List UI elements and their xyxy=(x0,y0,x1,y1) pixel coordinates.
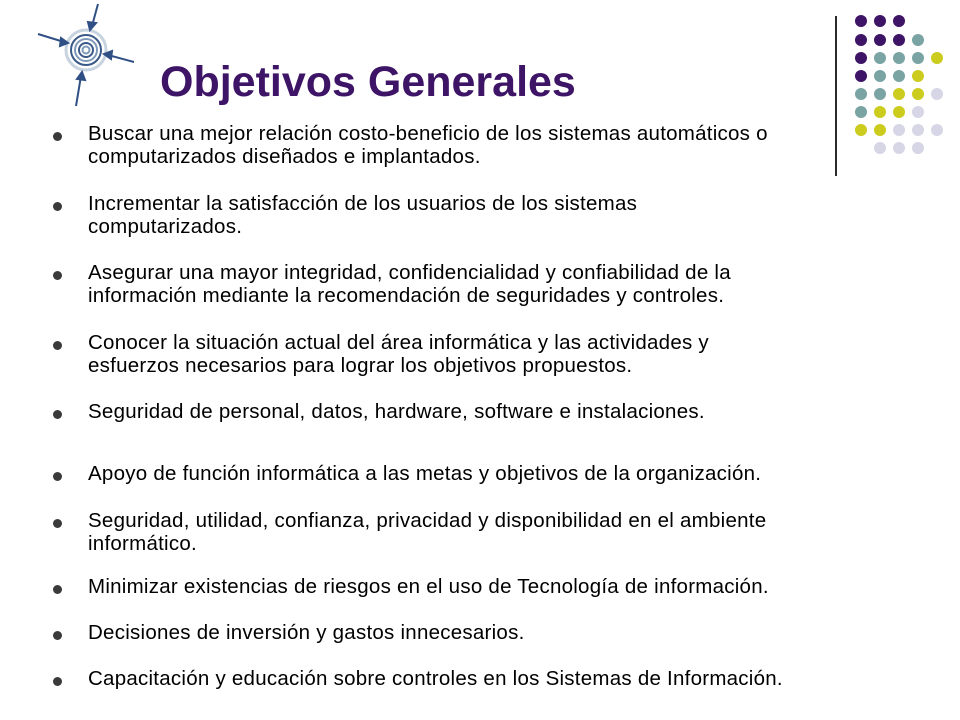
bullet-text: Conocer la situación actual del área informática y las actividades y esfuerzos necesarios para lograr los objetivos propuestos. xyxy=(88,331,709,377)
bullet-text: Apoyo de función informática a las metas y objetivos de la organización. xyxy=(88,462,762,485)
bullet-marker xyxy=(53,585,62,594)
bullet-text: Seguridad de personal, datos, hardware, software e instalaciones. xyxy=(88,400,705,423)
bullet-marker xyxy=(53,631,62,640)
bullet-text: Incrementar la satisfacción de los usuarios de los sistemas computarizados. xyxy=(88,192,638,238)
bullet-marker xyxy=(53,132,62,141)
bullet-text: Minimizar existencias de riesgos en el uso de Tecnología de información. xyxy=(88,575,769,598)
bullet-marker xyxy=(53,271,62,280)
bullet-text: Buscar una mejor relación costo-beneficio de los sistemas automáticos o computarizados diseñados e implantados. xyxy=(88,122,768,168)
slide-title: Objetivos Generales xyxy=(160,58,576,106)
bullet-marker xyxy=(53,677,62,686)
bullet-text: Capacitación y educación sobre controles en los Sistemas de Información. xyxy=(88,667,783,690)
bullet-marker xyxy=(53,472,62,481)
bullet-text: Seguridad, utilidad, confianza, privacidad y disponibilidad en el ambiente informático. xyxy=(88,509,767,555)
bullet-marker xyxy=(53,519,62,528)
bullet-text: Asegurar una mayor integridad, confidencialidad y confiabilidad de la información mediante la recomendación de seguridades y controles. xyxy=(88,261,731,307)
bullet-text: Decisiones de inversión y gastos innecesarios. xyxy=(88,621,525,644)
bullet-marker xyxy=(53,202,62,211)
bullet-marker xyxy=(53,410,62,419)
bullet-marker xyxy=(53,341,62,350)
